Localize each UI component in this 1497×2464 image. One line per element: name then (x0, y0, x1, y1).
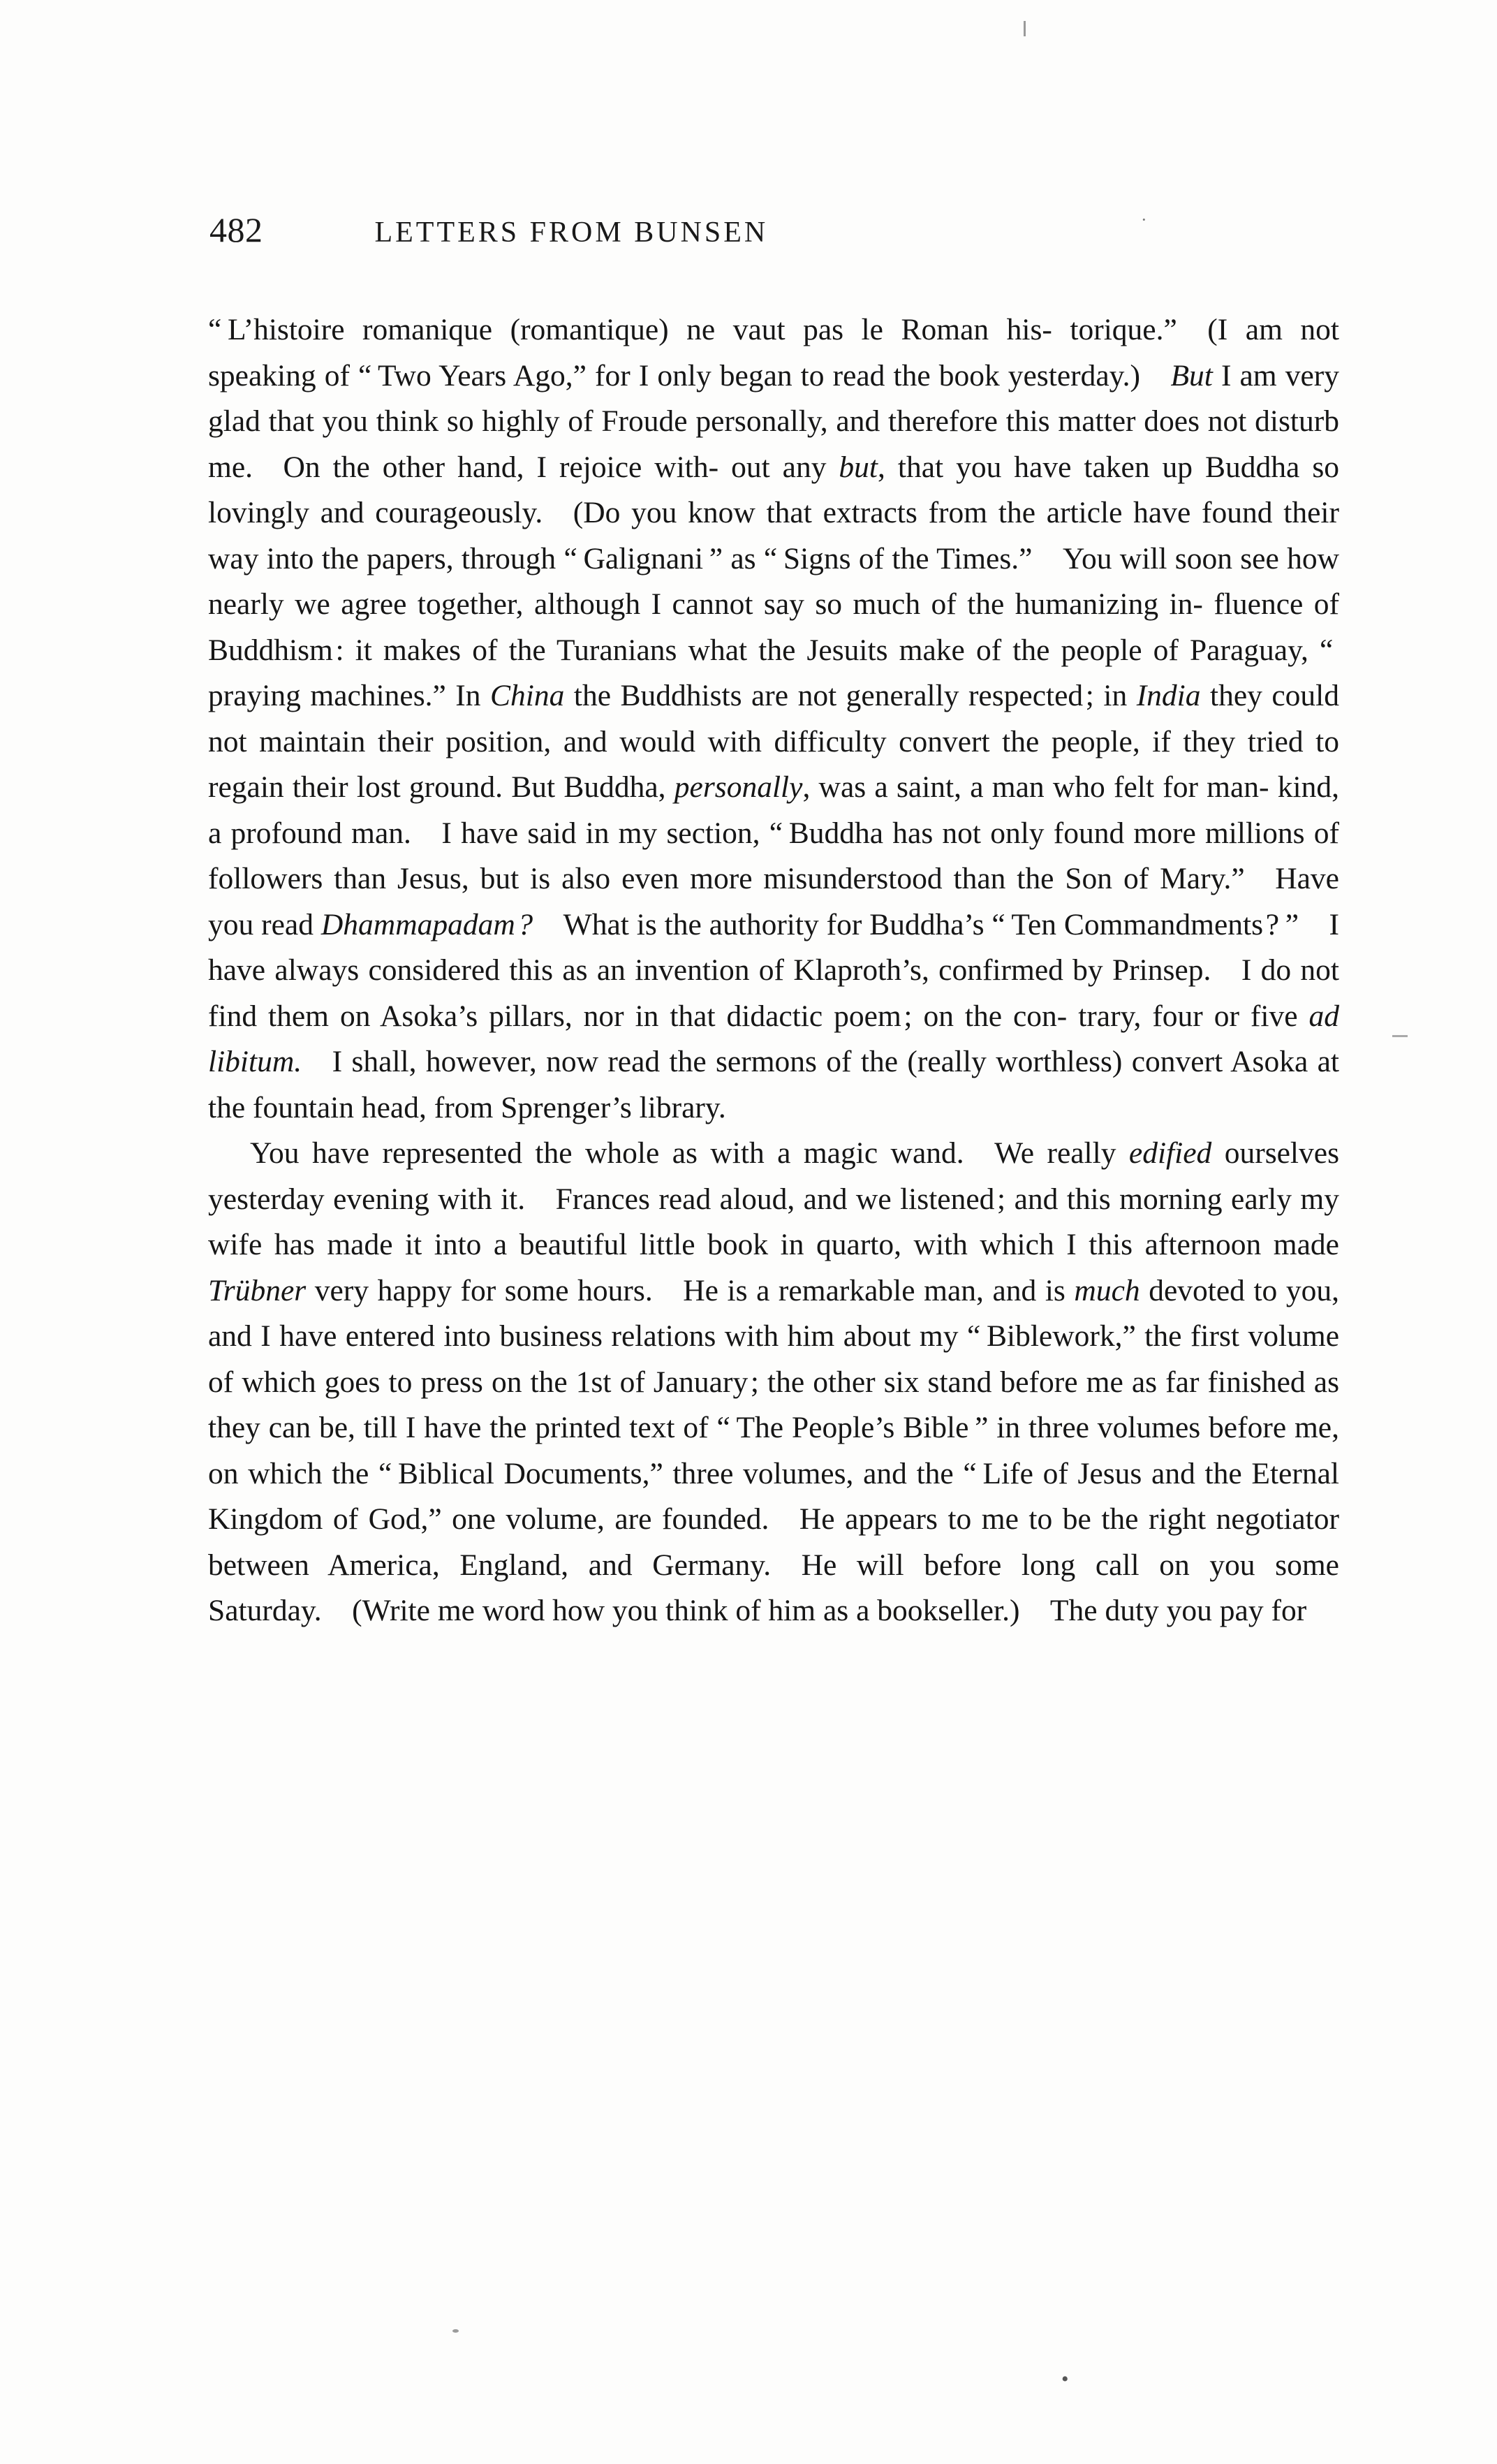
bottom-left-margin-mark (452, 2329, 459, 2333)
page-header (209, 210, 1299, 250)
bottom-margin-mark: • (1061, 2368, 1069, 2391)
running-title: LETTERS FROM BUNSEN (374, 217, 769, 249)
page-body (208, 307, 1339, 1634)
header-margin-mark: · (1141, 210, 1147, 230)
paragraph-1: “ L’histoire romanique (romantique) ne vaut pas le Roman his- torique.” (I am not speaking of “ Two Years Ago,” for I only began to read the book yesterday.) But I am very glad that you think so highly of Froude personally, and therefore this matter does not disturb me. On the other hand, I rejoice with- out any but, that you have taken up Buddha so lovingly and courageously. (Do you know that extracts from the article have found their way into the papers, through “ Galignani ” as “ Signs of the Times.” You will soon see how nearly we agree together, although I cannot say so much of the humanizing in- fluence of Buddhism : it makes of the Turanians what the Jesuits make of the people of Paraguay, “ praying machines.” In China the Buddhists are not generally respected ; in India they could not maintain their position, and would with difficulty convert the people, if they tried to regain their lost ground. But Buddha, personally, was a saint, a man who felt for man- kind, a profound man. I have said in my section, “ Buddha has not only found more millions of followers than Jesus, but is also even more misunderstood than the Son of Mary.” Have you read Dhammapadam ? What is the authority for Buddha’s “ Ten Commandments ? ” I have always considered this as an invention of Klaproth’s, confirmed by Prinsep. I do not find them on Asoka’s pillars, nor in that didactic poem ; on the con- trary, four or five ad libitum. I shall, however, now read the sermons of the (really worthless) convert Asoka at the fountain head, from Sprenger’s library. (208, 313, 1340, 1124)
paragraph-2: You have represented the whole as with a magic wand. We really edified ourselves yesterday evening with it. Frances read aloud, and we listened ; and this morning early my wife has made it into a beautiful little book in quarto, with which I this afternoon made Trübner very happy for some hours. He is a remarkable man, and is much devoted to you, and I have entered into business relations with him about my “ Biblework,” the first volume of which goes to press on the 1st of January ; the other six stand before me as far finished as they can be, till I have the printed text of “ The People’s Bible ” in three volumes before me, on which the “ Biblical Documents,” three volumes, and the “ Life of Jesus and the Eternal Kingdom of God,” one volume, are founded. He appears to me to be the right negotiator between America, England, and Germany. He will before long call on you some Saturday. (Write me word how you think of him as a bookseller.) The duty you pay for (208, 1136, 1339, 1627)
right-margin-mark (1392, 1035, 1408, 1037)
top-margin-mark (1024, 21, 1026, 36)
page-number: 482 (209, 210, 263, 249)
